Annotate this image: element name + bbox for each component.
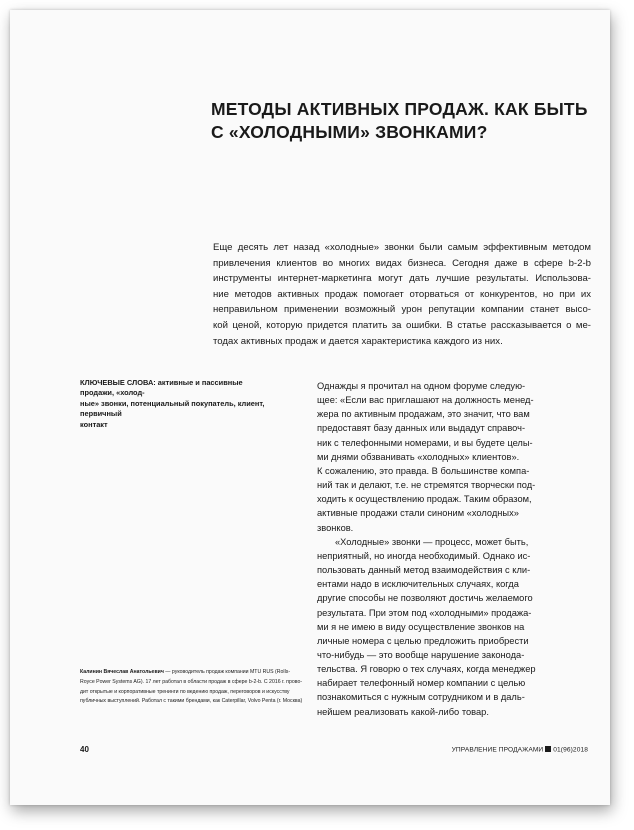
- body-line: ми я не имею в виду осуществление звонков на: [317, 621, 525, 632]
- author-role: — руководитель продаж компании MTU RUS (Rolls-: [163, 669, 291, 675]
- body-line: активные продажи стали синоним «холодных»: [317, 508, 519, 519]
- journal-name: УПРАВЛЕНИЕ ПРОДАЖАМИ: [451, 746, 544, 754]
- author-bio-line: [80, 668, 291, 678]
- body-line: ми днями обзванивать «холодных» клиентов».: [317, 451, 520, 462]
- body-line: щее: «Если вас приглашают на должность менед-: [317, 395, 534, 406]
- issue-number: 01(96)2018: [553, 746, 588, 754]
- body-line: «Холодные» звонки — процесс, может быть,: [335, 536, 529, 547]
- body-line: личные номера с целью предложить приобрести: [317, 635, 529, 646]
- body-line: ний так и делают, т.е. не стремятся творчески под-: [317, 480, 536, 491]
- body-line: К сожалению, это правда. В большинстве компа-: [317, 465, 530, 476]
- article-body: [317, 379, 602, 719]
- body-line: жера по активным продажам, это значит, что вам: [317, 409, 530, 420]
- body-line: результата. При этом под «холодными» продажа-: [317, 607, 532, 618]
- article-title-line: С «ХОЛОДНЫМИ» ЗВОНКАМИ?: [211, 122, 488, 142]
- abstract-line: кой ценой, которую придется платить за ошибки. В статье рассказывается о ме-: [213, 319, 591, 331]
- body-line: неприятный, но иногда необходимый. Однако ис-: [317, 550, 531, 561]
- keywords-line: контакт: [80, 419, 108, 429]
- abstract-line: привлечения клиентов во многих видах бизнеса. Сегодня даже в сфере b-2-b: [213, 257, 591, 269]
- article-abstract: [213, 240, 591, 349]
- body-line: пользовать данный метод взаимодействия с кли-: [317, 565, 531, 576]
- abstract-line: неправильном применении возможный урон репутации компании станет высо-: [213, 304, 591, 316]
- running-footer: [452, 746, 588, 754]
- body-line: звонков.: [317, 522, 354, 533]
- author-bio-line: публичных выступлений. Работал с такими брендами, как Caterpillar, Volvo Penta (г. Москва): [80, 698, 303, 705]
- author-bio: [80, 668, 303, 707]
- abstract-line: инструменты интернет-маркетинга могут дать лучшие результаты. Использова-: [213, 273, 591, 285]
- body-line: что-нибудь — это вообще нарушение законода-: [317, 649, 525, 660]
- body-line: Однажды я прочитал на одном форуме следую-: [317, 381, 526, 391]
- article-title-line: МЕТОДЫ АКТИВНЫХ ПРОДАЖ. КАК БЫТЬ: [211, 99, 588, 119]
- body-line: набирает телефонный номер компании с целью: [317, 678, 526, 689]
- body-line: предоставят базу данных или выдадут справоч-: [317, 423, 526, 434]
- square-separator-icon: [545, 746, 551, 752]
- body-line: ентами надо в исключительных случаях, когда: [317, 579, 519, 590]
- body-line: другие способы не позволяют достичь желаемого: [317, 593, 533, 604]
- body-line: ходить к осуществлению продаж. Таким образом,: [317, 494, 532, 505]
- abstract-line: тодах активных продаж и дается характеристика каждого из них.: [213, 335, 503, 347]
- page-number: 40: [80, 745, 89, 754]
- keywords-line: КЛЮЧЕВЫЕ СЛОВА: активные и пассивные продажи, «холод-: [80, 378, 243, 398]
- body-line: тельства. Я говорю о тех случаях, когда менеджер: [317, 664, 536, 675]
- body-line: ник с телефонными номерами, и вы будете целы-: [317, 437, 533, 448]
- body-line: познакомиться с нужным сотрудником и в даль-: [317, 692, 525, 703]
- body-line: нейшем реализовать какой-либо товар.: [317, 706, 489, 717]
- keywords-line: ные» звонки, потенциальный покупатель, клиент, первичный: [80, 398, 265, 419]
- author-name: Калинин Вячеслав Анатольевич: [80, 669, 164, 675]
- magazine-page: [10, 10, 610, 805]
- abstract-line: Еще десять лет назад «холодные» звонки были самым эффективным методом: [213, 242, 591, 253]
- author-bio-line: дит открытые и корпоративные тренинги по ведению продаж, переговоров и искусству: [80, 688, 290, 695]
- author-bio-line: Royce Power Systems AG). 17 лет работал в области продаж в сфере b-2-b. С 2016 г. прово-: [80, 678, 303, 685]
- keywords-block: [80, 378, 266, 430]
- article-title: [211, 98, 591, 144]
- abstract-line: ние методов активных продаж помогает оторваться от конкурентов, но при их: [213, 288, 591, 300]
